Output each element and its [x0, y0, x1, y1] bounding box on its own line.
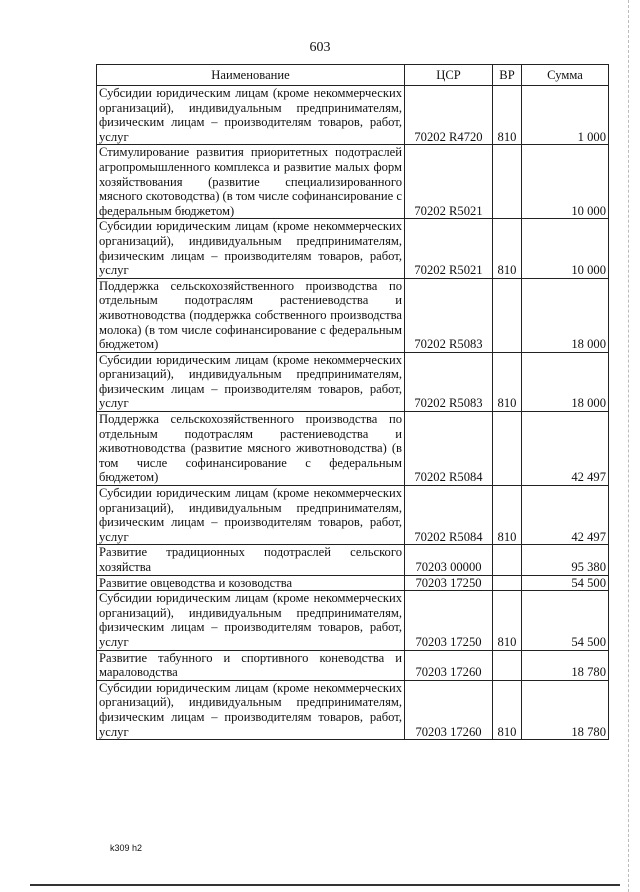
row-name: Субсидии юридическим лицам (кроме некоммерческих организаций), индивидуальным предпринимателям, физическим лицам – производителям товаров, работ, услуг	[97, 86, 405, 145]
row-sum: 54 500	[522, 591, 609, 650]
header-sum: Сумма	[522, 65, 609, 86]
footer-code: k309 h2	[110, 843, 143, 853]
row-sum: 42 497	[522, 412, 609, 486]
page-number: 603	[309, 40, 331, 55]
page-edge-divider	[628, 0, 629, 892]
row-name: Развитие табунного и спортивного коневодства и мараловодства	[97, 650, 405, 680]
row-name: Поддержка сельскохозяйственного производства по отдельным подотраслям растениеводства и животноводства (развитие мясного животноводства) (в том числе софинансирование с федеральным бюджетом)	[97, 412, 405, 486]
row-vr	[493, 278, 522, 352]
table-row	[97, 545, 609, 575]
header-vr: ВР	[493, 65, 522, 86]
row-csr: 70202 R5083	[405, 278, 493, 352]
row-vr	[493, 145, 522, 219]
row-name: Развитие овцеводства и козоводства	[97, 575, 405, 591]
row-name: Субсидии юридическим лицам (кроме некоммерческих организаций), индивидуальным предпринимателям, физическим лицам – производителям товаров, работ, услуг	[97, 219, 405, 278]
row-vr	[493, 412, 522, 486]
bottom-rule	[30, 884, 620, 886]
table-row	[97, 680, 609, 739]
row-vr: 810	[493, 486, 522, 545]
header-name: Наименование	[97, 65, 405, 86]
row-csr: 70203 17250	[405, 591, 493, 650]
row-vr	[493, 575, 522, 591]
row-sum: 10 000	[522, 145, 609, 219]
row-sum: 18 780	[522, 680, 609, 739]
row-csr: 70202 R5084	[405, 412, 493, 486]
table-row	[97, 412, 609, 486]
table-row	[97, 575, 609, 591]
table-row	[97, 145, 609, 219]
row-csr: 70203 00000	[405, 545, 493, 575]
row-csr: 70202 R5021	[405, 219, 493, 278]
row-vr: 810	[493, 86, 522, 145]
row-sum: 18 000	[522, 278, 609, 352]
row-vr: 810	[493, 219, 522, 278]
row-name: Субсидии юридическим лицам (кроме некоммерческих организаций), индивидуальным предпринимателям, физическим лицам – производителям товаров, работ, услуг	[97, 591, 405, 650]
row-sum: 18 000	[522, 352, 609, 411]
row-name: Поддержка сельскохозяйственного производства по отдельным подотраслям растениеводства и животноводства (поддержка собственного производства молока) (в том числе софинансирование с федеральным бюджетом)	[97, 278, 405, 352]
row-sum: 54 500	[522, 575, 609, 591]
row-sum: 10 000	[522, 219, 609, 278]
row-csr: 70203 17260	[405, 650, 493, 680]
row-sum: 95 380	[522, 545, 609, 575]
table-row	[97, 352, 609, 411]
table-row	[97, 486, 609, 545]
budget-table	[96, 64, 609, 740]
table-row	[97, 650, 609, 680]
row-csr: 70202 R4720	[405, 86, 493, 145]
row-name: Стимулирование развития приоритетных подотраслей агропромышленного комплекса и развитие малых форм хозяйствования (развитие специализированного мясного скотоводства) (в том числе софинансирование с федеральным бюджетом)	[97, 145, 405, 219]
header-csr: ЦСР	[405, 65, 493, 86]
row-csr: 70203 17260	[405, 680, 493, 739]
row-vr: 810	[493, 680, 522, 739]
row-vr: 810	[493, 591, 522, 650]
row-vr	[493, 545, 522, 575]
row-name: Субсидии юридическим лицам (кроме некоммерческих организаций), индивидуальным предпринимателям, физическим лицам – производителям товаров, работ, услуг	[97, 486, 405, 545]
row-sum: 1 000	[522, 86, 609, 145]
table-row	[97, 591, 609, 650]
row-csr: 70203 17250	[405, 575, 493, 591]
row-csr: 70202 R5084	[405, 486, 493, 545]
row-sum: 42 497	[522, 486, 609, 545]
header-row	[97, 65, 609, 86]
table-row	[97, 86, 609, 145]
table-row	[97, 219, 609, 278]
table-row	[97, 278, 609, 352]
row-vr: 810	[493, 352, 522, 411]
row-sum: 18 780	[522, 650, 609, 680]
row-csr: 70202 R5021	[405, 145, 493, 219]
row-vr	[493, 650, 522, 680]
row-name: Субсидии юридическим лицам (кроме некоммерческих организаций), индивидуальным предпринимателям, физическим лицам – производителям товаров, работ, услуг	[97, 680, 405, 739]
row-csr: 70202 R5083	[405, 352, 493, 411]
row-name: Развитие традиционных подотраслей сельского хозяйства	[97, 545, 405, 575]
row-name: Субсидии юридическим лицам (кроме некоммерческих организаций), индивидуальным предпринимателям, физическим лицам – производителям товаров, работ, услуг	[97, 352, 405, 411]
